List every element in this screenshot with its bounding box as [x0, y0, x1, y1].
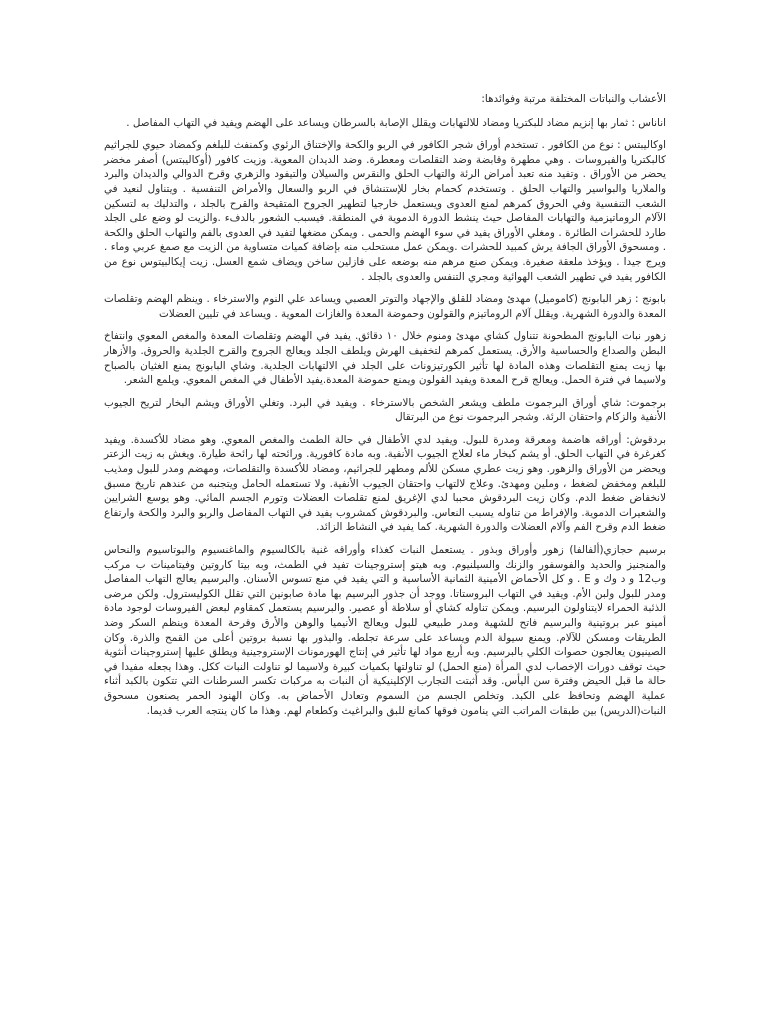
document-body	[104, 92, 666, 726]
paragraph-eucalyptus: اوكاليبتس : نوع من الكافور . تستخدم أوراق شجر الكافور في الربو والكحة والإختناق الرئوي وكمنفث للبلغم وكمضاد حيوي للجراثيم كالبكتريا والفيروسات . وهي مطهرة وقابضة وضد التقلصات ومعطرة. وضد الديدان المعوية. وزيت كافور (أوكاليبتس) أصفر مخضر يحضر من الأوراق . وتفيد منه تعبد أمراض الرئة والتهاب الحلق والنقرس والسيلان والتيفود والزهري وقرح الدوالي والديدان والبرد والملاريا والبواسير والتهاب الحلق . وتستخدم كحمام بخار للإستنشاق في الربو والسعال والأمراض التنفسية . ويتناول لنعيد في الشعب التنفسية وفي الحروق كمرهم لمنع العدوى ويستعمل خارجيا لتطهير الجروح المتقيحة والقرح بالجلد ، والتدليك به لتسكين الآلام الروماتيزمية والتهابات المفاصل حيث ينشط الدورة الدموية في المنطقة. فيسبب الشعور بالدفء .والزيت لو وضع على الجلد طارد للحشرات الطائرة . ومغلي الأوراق يفيد في سوء الهضم والحمى . ويمكن مضغها لتفيد في العدوى بالفم والتهاب الحلق والكحة . ومسحوق الأوراق الجافة يرش كمبيد للحشرات .ويمكن عمل مستحلب منه بإضافة كميات متساوية من الزيت مع صمغ عربي وماء . ويرج جيدا . ويؤخذ ملعقة صغيرة. ويمكن صنع مرهم منه بوضعه على فازلين ساخن ويضاف شمع العسل. زيت إيكالبيتوس نوع من الكافور يفيد في تطهير الشعب الهوائية ومجري التنفس والعدوى بالجلد .	[104, 139, 666, 283]
paragraph-bergamot: برجموت: شاي أوراق البرجموت ملطف ويشعر الشخص بالاسترخاء . ويفيد في البرد. وتغلي الأوراق ويشم البخار لتريح الجيوب الأنفية والزكام واحتقان الرئة. وشجر البرجموت نوع من البرتقال	[104, 396, 666, 424]
paragraph-marjoram: بردقوش: أوراقه هاضمة ومعرقة ومدرة للبول. ويفيد لدي الأطفال في حالة الطمث والمغص المعوي. وهو مضاد للأكسدة. ويفيد كغرغرة في التهاب الحلق. أو يشم كبخار ماء لعلاج الجيوب الأنفية. وبه مادة كافورية. ورائحته لها رائحة طيارة. ويغش به زيت الزعتر ويحضر من الأوراق والزهور. وهو زيت عطري مسكن للألم ومطهر للجراثيم، ومضاد للأكسدة والتقلصات، ومهضم ومدر للبول ومذيب للبلغم ومخفض لضغط ، وملين ومهدئ. وعلاج لالتهاب واحتقان الجيوب الأنفية. ولا تستعمله الحامل ويتجنبه من عندهم تاريخ مسبق لانخفاض ضغط الدم. وكان زيت البردقوش محببا لدي الإغريق لمنع تقلصات العضلات وتورم الجسم المائي. وهو يوسع الشرايين والشعيرات الدموية. والإفراط من تناوله يسبب النعاس. والبردقوش كمشروب يفيد في التهاب المفاصل والربو والبرد والكحة وارتفاع ضغط الدم وقرح الفم وآلام العضلات والدورة الشهرية. كما يفيد في النشاط الزائد.	[104, 433, 666, 534]
document-title: الأعشاب والنباتات المختلفة مرتبة وفوائدها:	[481, 93, 666, 105]
paragraph-chamomile: بابونج : زهر البابونج (كاموميل) مهدئ ومضاد للقلق والإجهاد والتوتر العصبي ويساعد علي النوم والاسترخاء . وينظم الهضم وتقلصات المعدة والدورة الشهرية. ويقلل آلام الروماتيزم والقولون وحموضة المعدة والغازات المعوية . ويساعد في تليين العضلات	[104, 293, 666, 320]
paragraph-alfalfa: برسيم حجازي(ألفالفا) زهور وأوراق وبذور . يستعمل النبات كغذاء وأوراقه غنية بالكالسيوم والماغنسيوم والبوتاسيوم والنحاس والمنجنيز والحديد والفوسفور والزنك والسيلنيوم. وبه هيتو إستروجينات تفيد في الطمث، وبه بيتا كاروتين وفيتامينات ب مركب وب12 و د وك و E . و كل الأحماض الأمينية الثمانية الأساسية و التي يفيد في منع تسوس الأسنان. والبرسيم يعالج التهاب المفاصل ومدر للبول ولبن الأم. ويفيد في التهاب البروستاتا. ووجد أن جذور البرسيم بها مادة صابونين التي تقلل الكوليسترول. ولكن مرضى الذئبة الحمراء لايتناولون البرسيم. ويمكن تناوله كشاي أو سلاطة أو عصير. والبرسيم يستعمل كمقاوم لبعض الفيروسات لوجود مادة أمينو عبر بروتينية والبرسيم فاتح للشهية ومدر طبيعي للبول ويعالج الأنيميا والوهن والأرق وقرحة المعدة وينظم السكر وضد الطريقات ومسكن للآلام. ويمنع سيولة الدم ويساعد على سرعة تجلطه. والبذور بها نسبة بروتين أعلى من القمح والذرة. وكان الصينيون يعالجون حصوات الكلي بالبرسيم. وبه أربع مواد لها تأثير في إنتاج الهورمونات الإستروجينية ويطلق عليها إستروجينات أنثوية حيث توقف دورات الإخصاب لدي المرأة (منع الحمل) لو تناولتها بكميات كبيرة ولاسيما لو تناولت النبات ككل. وهذا يجعله مفيدا في حالة ما قبل الحيض وفترة سن اليأس. وقد أثبتت التجارب الإكلينيكية أن النبات به مركبات تكسر السرطنات التي تتكون بالكبد أثناء عملية الهضم وتحافظ على الكبد. وتخلص الجسم من السموم وتعادل الأحماض به. وكان الهنود الحمر يصنعون مسحوق النبات(الدريس) بين طبقات المراتب التي ينامون فوقها كمانع للبق والبراغيث وكطعام لهم. وهذا ما كان ينتجه العرب قديما.	[104, 544, 667, 717]
paragraph-pineapple: اناناس : ثمار بها إنزيم مضاد للبكتريا ومضاد للالتهابات ويقلل الإصابة بالسرطان ويساعد على الهضم ويفيد في التهاب المفاصل .	[126, 116, 666, 129]
paragraph-chamomile-flowers: زهور نبات البابونج المطحونة تتناول كشاي مهدئ ومنوم خلال ١٠ دقائق. يفيد في الهضم وتقلصات المعدة والمغص المعوي وانتفاخ البطن والصداع والحساسية والأرق. يستعمل كمرهم لتخفيف الهرش ويلطف الجلد ويعالج الجروح والقرح الجلدية والحروق. والأزهار بها زيت يمنع التقلصات وهذه المادة لها تأثير الكورتيزونات على الجلد في الالتهابات الجلدية. وشاي البابونج يمنع الغثيان بالصباح ولاسيما في فترة الحمل. ويعالج قرح المعدة ويفيد القولون ويمنع حموضة المعدة.يفيد الأطفال في المغص المعوي. ويلمع الشعر.	[104, 330, 667, 387]
